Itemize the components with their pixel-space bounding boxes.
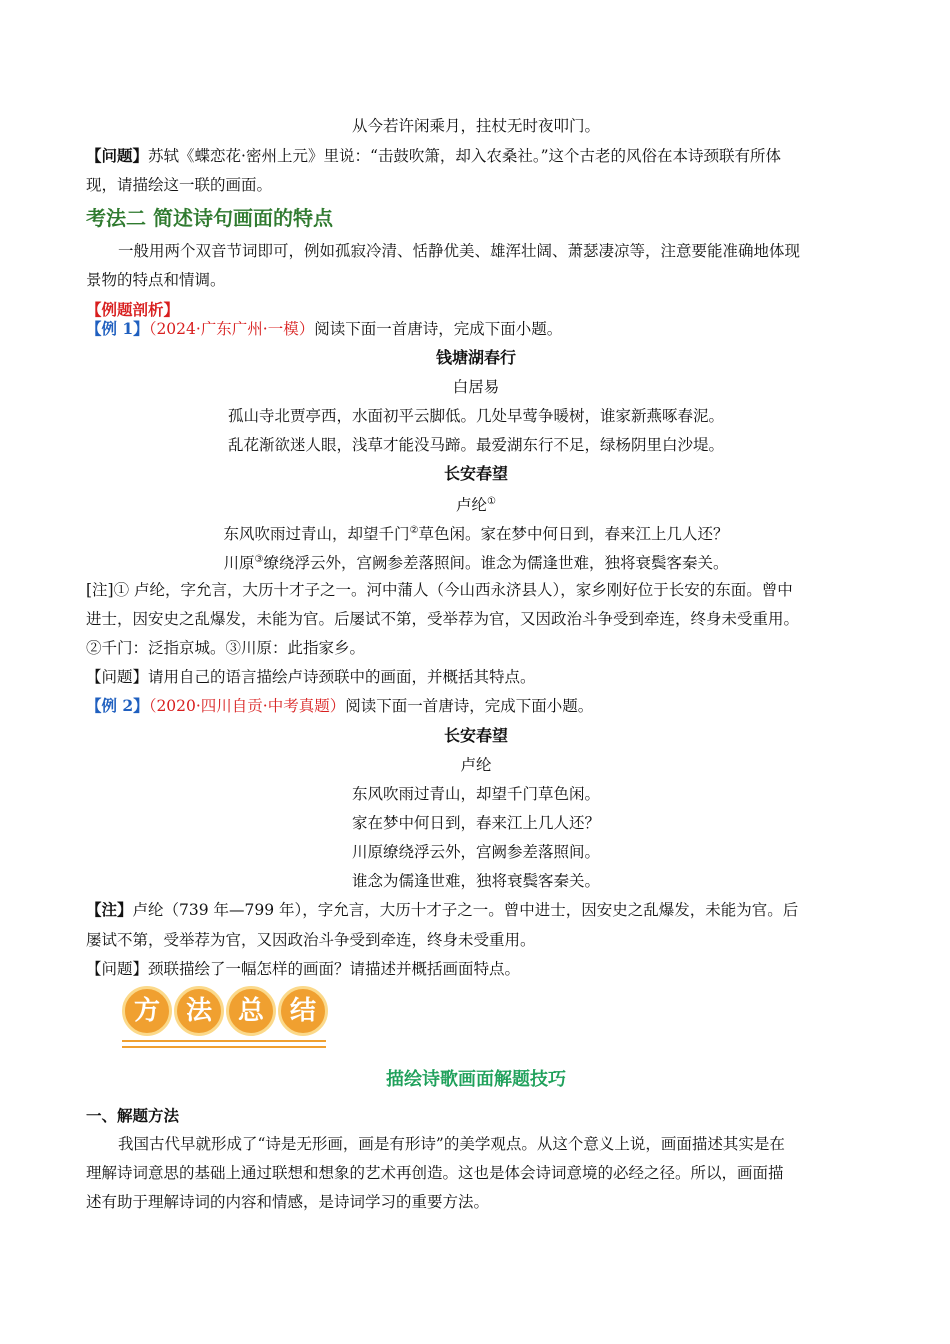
example-section-label: 【例题剖析】 xyxy=(86,300,180,319)
badge-char: 法 xyxy=(174,986,224,1036)
poem2-author-name: 卢纶 xyxy=(456,496,488,515)
intro-line-cont: 景物的特点和情调。 xyxy=(86,271,226,289)
note-line: ②千门：泛指京城。③川原：此指家乡。 xyxy=(86,639,366,657)
poem-line: 从今若许闲乘月，拄杖无时夜叩门。 xyxy=(351,117,600,135)
intro-line: 一般用两个双音节词即可，例如孤寂冷清、恬静优美、雄浑壮阔、萧瑟凄凉等，注意要能准确地体现 xyxy=(118,242,801,260)
poem2-line-part: 缭绕浮云外，宫阙参差落照间。谁念为儒逢世难，独将衰鬓客秦关。 xyxy=(263,554,729,573)
badge-char: 方 xyxy=(122,986,172,1036)
poem2-line xyxy=(86,550,866,573)
poem3-title: 长安春望 xyxy=(443,726,508,745)
question-text-cont: 现，请描绘这一联的画面。 xyxy=(86,176,273,194)
poem2-line-part: 草色闲。家在梦中何日到，春来江上几人还？ xyxy=(418,525,729,544)
badge-underline xyxy=(122,1040,326,1042)
example1-question: 【问题】请用自己的语言描绘卢诗颈联中的画面，并概括其特点。 xyxy=(86,668,536,686)
question-line: 苏轼《蝶恋花·密州上元》里说：“击鼓吹箫，却入农桑社。”这个古老的风俗在本诗颈联有所体 xyxy=(148,147,782,165)
badge-char: 结 xyxy=(278,986,328,1036)
example2-prompt: 阅读下面一首唐诗，完成下面小题。 xyxy=(345,697,594,715)
poem1-line: 乱花渐欲迷人眼，浅草才能没马蹄。最爱湖东行不足，绿杨阴里白沙堤。 xyxy=(227,436,724,454)
poem3-line: 家在梦中何日到，春来江上几人还？ xyxy=(351,814,600,832)
poem1-line: 孤山寺北贾亭西，水面初平云脚低。几处早莺争暖树，谁家新燕啄春泥。 xyxy=(227,407,724,425)
poem3-line: 东风吹雨过青山，却望千门草色闲。 xyxy=(351,785,600,803)
poem2-line xyxy=(86,521,866,544)
note-line xyxy=(86,900,866,920)
summary-paragraph: 理解诗词意思的基础上通过联想和想象的艺术再创造。这也是体会诗词意境的必经之径。所以，画面描 xyxy=(86,1164,784,1182)
note-line: 进士，因安史之乱爆发，未能为官。后屡试不第，受举荐为官，又因政治斗争受到牵连，终身未受重用。 xyxy=(86,610,800,628)
summary-paragraph: 我国古代早就形成了“诗是无形画，画是有形诗”的美学观点。从这个意义上说，画面描述其实是在 xyxy=(118,1135,785,1153)
example1-header xyxy=(86,319,866,339)
question-label: 【问题】 xyxy=(86,147,149,165)
poem2-line-part: 川原 xyxy=(223,554,255,573)
question-text xyxy=(86,146,866,166)
footnote-mark: ③ xyxy=(254,554,264,565)
poem2-line-part: 东风吹雨过青山，却望千门 xyxy=(223,525,410,544)
example2-question: 【问题】颈联描绘了一幅怎样的画面？请描述并概括画面特点。 xyxy=(86,960,521,978)
example1-prompt: 阅读下面一首唐诗，完成下面小题。 xyxy=(314,320,563,338)
note-text: 卢纶（739 年—799 年），字允言，大历十才子之一。曾中进士，因安史之乱爆发，未能为官。后 xyxy=(132,901,799,919)
poem3-line: 谁念为儒逢世难，独将衰鬓客秦关。 xyxy=(351,872,600,890)
note-label: 【注】 xyxy=(86,901,133,919)
poem3-author: 卢纶 xyxy=(460,756,492,774)
section-heading: 考法二 简述诗句画面的特点 xyxy=(86,206,333,230)
poem3-line: 川原缭绕浮云外，宫阙参差落照间。 xyxy=(351,843,600,861)
example1-label: 【例 1】 xyxy=(86,319,149,338)
example2-header xyxy=(86,696,866,716)
summary-title: 描绘诗歌画面解题技巧 xyxy=(386,1069,566,1090)
method-summary-badge xyxy=(118,986,330,1052)
example2-source: （2020·四川自贡·中考真题） xyxy=(148,697,346,715)
sub-heading: 一、解题方法 xyxy=(86,1107,180,1125)
poem2-title: 长安春望 xyxy=(443,464,508,483)
example1-source: （2024·广东广州·一模） xyxy=(148,320,315,338)
example2-label: 【例 2】 xyxy=(86,696,149,715)
poem2-author xyxy=(86,492,866,515)
poem1-author: 白居易 xyxy=(452,378,500,396)
badge-char: 总 xyxy=(226,986,276,1036)
badge-underline xyxy=(122,1046,326,1048)
note-line: 屡试不第，受举荐为官，又因政治斗争受到牵连，终身未受重用。 xyxy=(86,931,536,949)
summary-paragraph: 述有助于理解诗词的内容和情感，是诗词学习的重要方法。 xyxy=(86,1193,490,1211)
footnote-mark: ② xyxy=(409,525,419,536)
poem1-title: 钱塘湖春行 xyxy=(435,348,516,367)
footnote-mark: ① xyxy=(487,496,496,507)
note-line: [注]① 卢纶，字允言，大历十才子之一。河中蒲人（今山西永济县人），家乡刚好位于长安的东面。曾中 xyxy=(86,581,793,599)
